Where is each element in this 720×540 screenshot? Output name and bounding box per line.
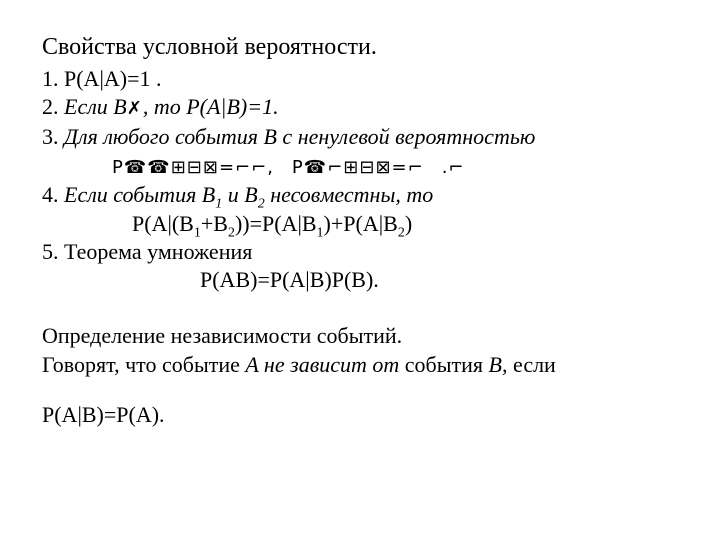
independence-formula: P(A|B)=P(A). — [42, 402, 165, 427]
definition-line — [42, 352, 556, 378]
definition-text-e: если — [507, 352, 556, 377]
property-2 — [42, 94, 279, 122]
definition-text-b: A не зависит от — [245, 352, 400, 377]
slide-title: Свойства условной вероятности. — [42, 34, 377, 60]
property-4-formula-a: P(A|(B — [132, 211, 194, 236]
property-4-formula-b: +B — [200, 211, 228, 236]
property-4-formula-sub-4: 2 — [397, 225, 405, 241]
property-4-formula-d: )+P(A|B — [323, 211, 398, 236]
property-3-formula — [112, 153, 465, 181]
property-4-text-c: несовместны, то — [264, 182, 434, 207]
property-4-number: 4. — [42, 182, 59, 207]
property-5-formula: P(AB)=P(A|B)P(B). — [200, 267, 379, 292]
property-4-formula-sub-1: 1 — [193, 225, 201, 241]
property-3 — [42, 124, 535, 150]
property-5: 5. Теорема умножения — [42, 239, 253, 264]
property-4-text-a: Если события B — [64, 182, 216, 207]
definition-text-c: события — [399, 352, 489, 377]
property-4-formula-c: ))=P(A|B — [234, 211, 317, 236]
property-3-formula-left: P☎☎⊞⊟⊠=⌐⌐, — [112, 157, 274, 178]
property-2-text-b: , то P(A|B)=1. — [142, 94, 279, 119]
property-4-text-b: и B — [222, 182, 258, 207]
definition-text-a: Говорят, что событие — [42, 352, 246, 377]
property-4-formula — [132, 211, 413, 241]
property-4-formula-e: ) — [404, 211, 413, 236]
property-4-sub-2: 2 — [257, 196, 265, 212]
property-3-formula-end: .⌐ — [441, 157, 465, 178]
property-2-symbol-icon: ✗ — [126, 98, 143, 119]
definition-title: Определение независимости событий. — [42, 323, 403, 348]
property-4 — [42, 182, 434, 212]
property-3-statement: Для любого события B с ненулевой вероятностью — [64, 124, 536, 149]
property-3-formula-right: P☎⌐⊞⊟⊠=⌐ — [291, 157, 424, 178]
property-3-number: 3. — [42, 124, 64, 149]
property-4-formula-sub-2: 2 — [227, 225, 235, 241]
property-4-formula-sub-3: 1 — [316, 225, 324, 241]
property-4-sub-1: 1 — [215, 196, 223, 212]
property-2-number: 2. — [42, 94, 59, 119]
property-2-text-a: Если B — [64, 94, 127, 119]
definition-text-d: B, — [488, 352, 508, 377]
property-3-text — [42, 124, 535, 149]
property-1: 1. P(A|A)=1 . — [42, 66, 162, 91]
